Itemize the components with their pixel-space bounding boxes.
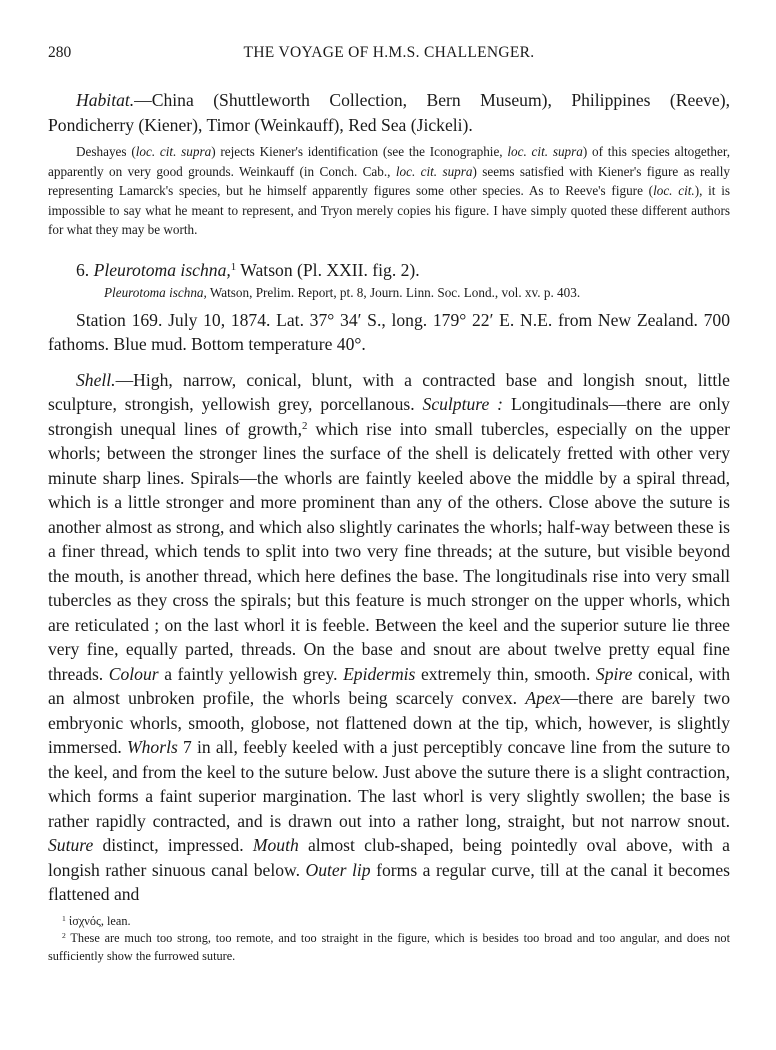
deshayes-text-3: ) of this species altogether, apparently on very good grounds. Weinkauff (in Conch. Cab., xyxy=(48,144,730,179)
reference-citation: Watson, Prelim. Report, pt. 8, Journ. Linn. Soc. Lond., vol. xv. p. 403. xyxy=(206,284,581,300)
running-title: THE VOYAGE OF H.M.S. CHALLENGER. xyxy=(243,44,535,61)
shell-text-7: —there are barely two embryonic whorls, smooth, globose, not flattened down at the tip, which, however, is slightly immersed. xyxy=(48,688,730,757)
footnote-ref-1: 1 xyxy=(230,260,237,273)
shell-text-5: extremely thin, smooth. xyxy=(415,663,596,684)
shell-text-11: forms a regular curve, till at the canal it becomes flattened and xyxy=(48,859,730,904)
footnote-2-mark: 2 xyxy=(62,930,66,940)
habitat-label: Habitat. xyxy=(76,90,135,110)
epidermis-label: Epidermis xyxy=(343,663,416,684)
shell-text-8: 7 in all, feebly keeled with a just perceptibly concave line from the suture to the keel, and from the keel to the suture below. Just above the suture there is a slight contraction, which forms a faint superior margination. The last whorl is very slightly swollen; the base is rather rapidly contracted, and is drawn out into a rather long, straight, but not narrow snout. xyxy=(48,737,730,831)
suture-label: Suture xyxy=(48,835,94,855)
shell-label: Shell. xyxy=(76,369,116,390)
shell-text-2: Longitudinals—there are only strongish unequal lines of growth, xyxy=(48,394,730,439)
footnote-2 xyxy=(48,930,730,965)
deshayes-text-5: ), it is impossible to say what he meant to represent, and Tryon merely copies his figure. I have simply quoted these different authors for what they may be worth. xyxy=(48,183,731,237)
species-name: Pleurotoma ischna, xyxy=(93,259,231,280)
deshayes-text-4: ) seems satisfied with Kiener's figure as really representing Lamarck's species, but he himself apparently figures some other species. As to Reeve's figure ( xyxy=(48,163,730,198)
sculpture-label: Sculpture : xyxy=(422,394,504,414)
shell-text-10: almost club-shaped, being pointedly oval above, with a longish rather sinuous canal below. xyxy=(48,835,730,880)
shell-text-1: —High, narrow, conical, blunt, with a contracted base and longish snout, little sculpture, strongish, yellowish grey, porcellanous. xyxy=(48,369,730,414)
spire-label: Spire xyxy=(595,663,633,684)
deshayes-paragraph xyxy=(48,142,730,240)
reference-species-name: Pleurotoma ischna, xyxy=(104,284,207,300)
shell-text-6: conical, with an almost unbroken profile, the whorls being scarcely convex. xyxy=(48,663,730,708)
document-page xyxy=(48,44,730,965)
station-paragraph: Station 169. July 10, 1874. Lat. 37° 34′ S., long. 179° 22′ E. N.E. from New Zealand. 700 fathoms. Blue mud. Bottom temperature 40°. xyxy=(48,309,730,354)
habitat-text: —China (Shuttleworth Collection, Bern Museum), Philippines (Reeve), Pondicherry (Kiener), Timor (Weinkauff), Red Sea (Jickeli). xyxy=(48,90,730,135)
loc-cit-2: loc. cit. supra xyxy=(507,144,583,159)
species-heading xyxy=(48,258,730,282)
footnote-ref-2: 2 xyxy=(302,419,308,432)
apex-label: Apex xyxy=(525,688,561,708)
shell-text-3: which rise into small tubercles, especially on the upper whorls; between the stronger lines the surface of the shell is delicately fretted with other very minute sharp lines. Spirals—the whorls are faintly keeled above the middle by a spiral thread, which is a little stronger and more prominent than any of the others. Close above the suture is another almost as strong, and which also slightly carinates the whorls; half-way between these is a finer thread, which tends to split into two very fine threads; at the suture, but visible beyond the mouth, is another thread, which here defines the base. The longitudinals rise into very small tubercles as they cross the spirals; but this feature is much stronger on the upper whorls, which are reticulated ; on the last whorl it is feeble. Between the keel and the superior suture lie three very fine, equally parted, threads. On the base and snout are about twelve pretty equal fine threads. xyxy=(48,418,730,684)
footnote-2-text: These are much too strong, too remote, and too straight in the figure, which is besides too broad and too angular, and does not sufficiently show the furrowed suture. xyxy=(48,931,730,963)
deshayes-text-2: ) rejects Kiener's identification (see the Iconographie, xyxy=(211,144,508,159)
mouth-label: Mouth xyxy=(252,835,299,855)
whorls-label: Whorls xyxy=(126,737,178,757)
page-number: 280 xyxy=(48,44,72,61)
deshayes-text-1: Deshayes ( xyxy=(76,144,136,159)
running-header xyxy=(48,44,730,66)
shell-description xyxy=(48,368,730,907)
footnote-1-text: ἰσχνός, lean. xyxy=(65,913,131,928)
species-author-plate: Watson (Pl. XXII. fig. 2). xyxy=(236,259,420,280)
footnote-1-mark: 1 xyxy=(62,913,66,923)
footnotes xyxy=(48,913,730,966)
loc-cit-3: loc. cit. supra xyxy=(395,163,473,179)
outer-lip-label: Outer lip xyxy=(305,859,371,880)
shell-text-4: a faintly yellowish grey. xyxy=(158,663,344,684)
footnote-1 xyxy=(48,913,730,931)
shell-text-9: distinct, impressed. xyxy=(93,835,253,855)
habitat-paragraph xyxy=(48,88,730,137)
loc-cit-4: loc. cit. xyxy=(653,183,695,198)
loc-cit-1: loc. cit. supra xyxy=(135,144,212,159)
species-reference xyxy=(48,283,730,303)
colour-label: Colour xyxy=(108,663,159,684)
species-number: 6. xyxy=(76,259,90,280)
